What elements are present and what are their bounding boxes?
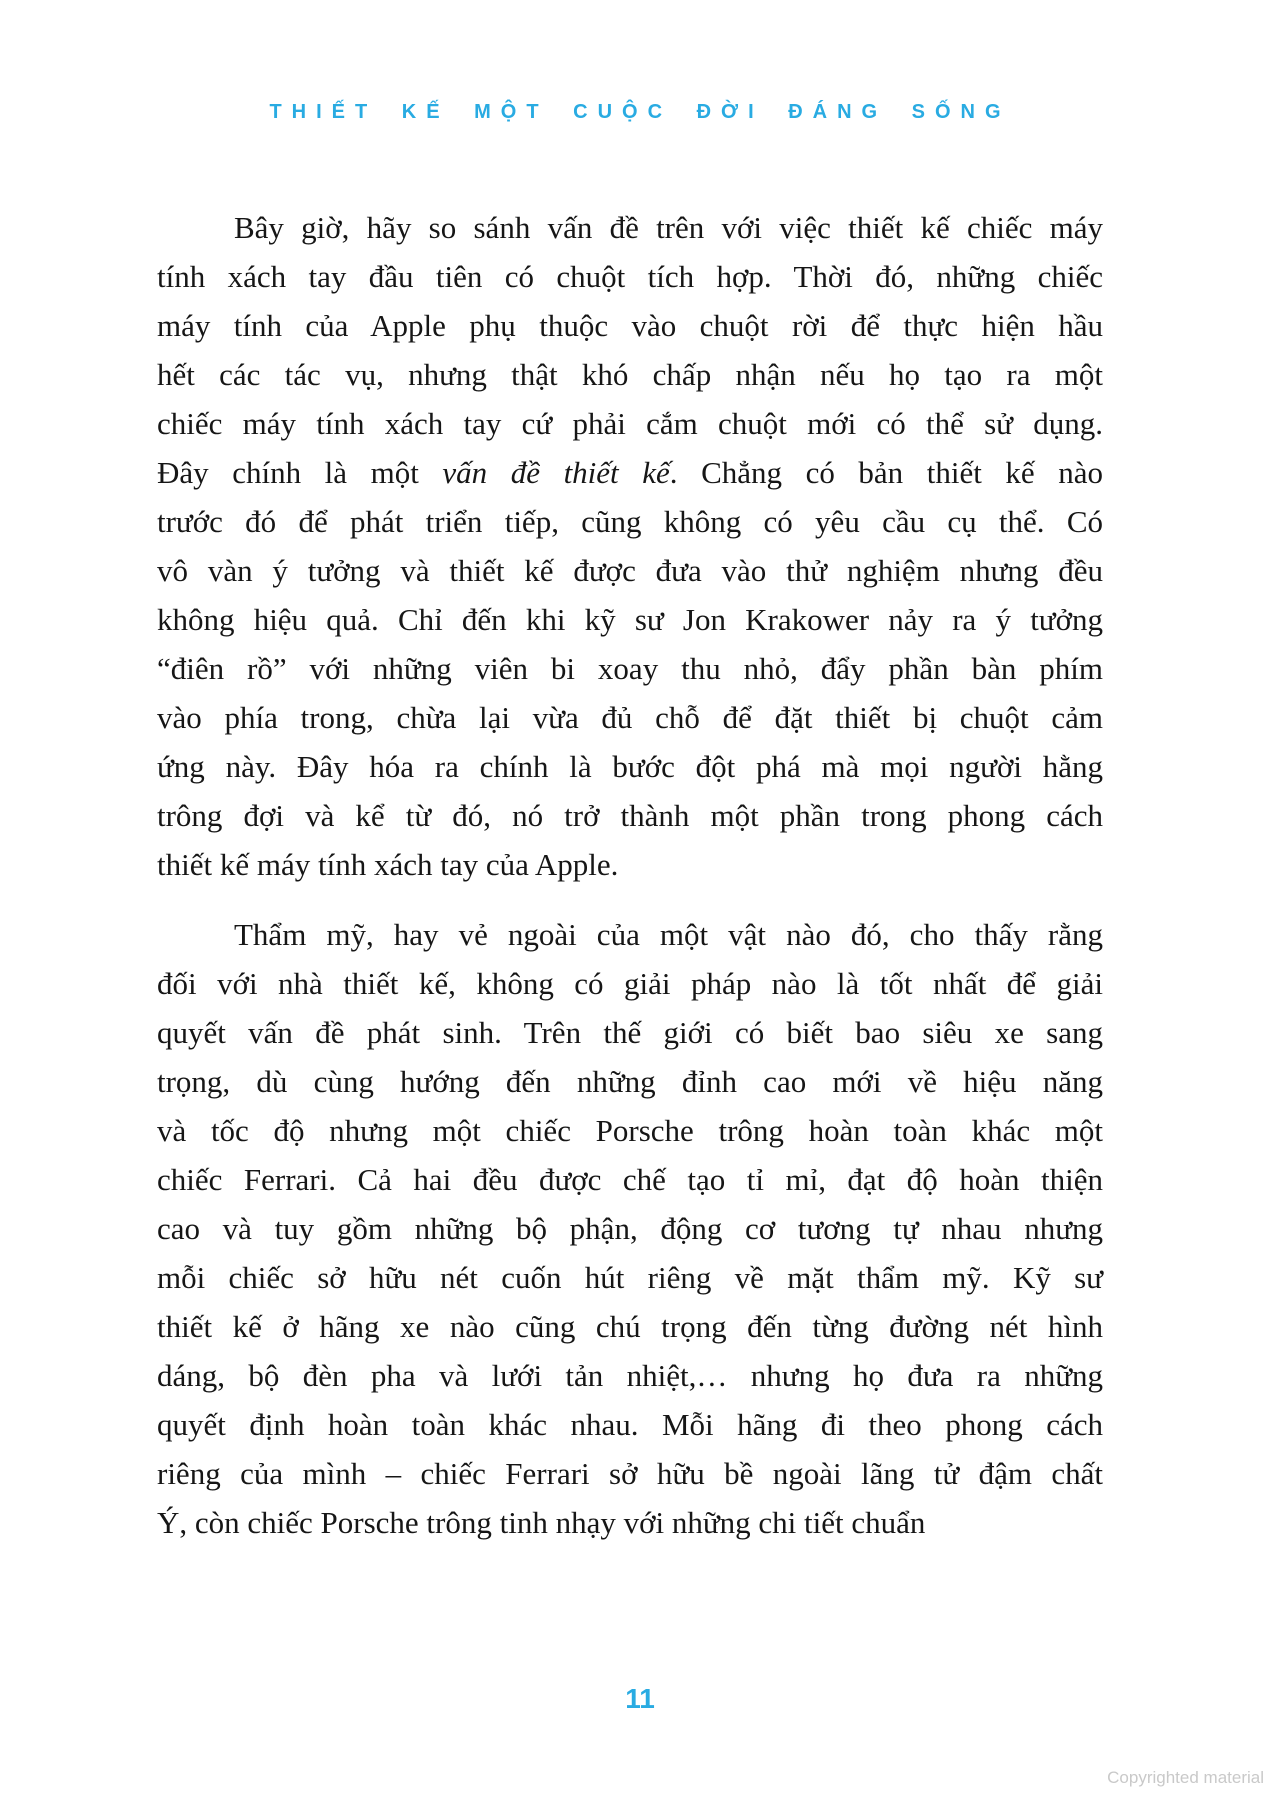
- text-line: [157, 301, 1103, 350]
- text-line: [157, 840, 1103, 889]
- text-segment: “điên rồ” với những viên bi xoay thu nhỏ, đẩy phần bàn phím: [157, 651, 1103, 686]
- text-segment: Thẩm mỹ, hay vẻ ngoài của một vật nào đó, cho thấy rằng: [234, 917, 1103, 952]
- text-line: [157, 959, 1103, 1008]
- text-line: [157, 644, 1103, 693]
- text-line: [157, 1400, 1103, 1449]
- text-segment: thiết kế máy tính xách tay của Apple.: [157, 847, 619, 882]
- text-line: [157, 1302, 1103, 1351]
- text-segment: hết các tác vụ, nhưng thật khó chấp nhận nếu họ tạo ra một: [157, 357, 1103, 392]
- text-segment: Bây giờ, hãy so sánh vấn đề trên với việc thiết kế chiếc máy: [234, 210, 1103, 245]
- text-line: [157, 1008, 1103, 1057]
- paragraph: [157, 203, 1103, 889]
- italic-text-segment: vấn đề thiết kế: [442, 455, 670, 490]
- body-text: [157, 203, 1103, 1547]
- text-line: [157, 1449, 1103, 1498]
- text-segment: tính xách tay đầu tiên có chuột tích hợp. Thời đó, những chiếc: [157, 259, 1103, 294]
- text-line: [157, 1253, 1103, 1302]
- text-segment: vào phía trong, chừa lại vừa đủ chỗ để đặt thiết bị chuột cảm: [157, 700, 1103, 735]
- text-segment: không hiệu quả. Chỉ đến khi kỹ sư Jon Krakower nảy ra ý tưởng: [157, 602, 1103, 637]
- text-segment: máy tính của Apple phụ thuộc vào chuột rời để thực hiện hầu: [157, 308, 1103, 343]
- text-segment: đối với nhà thiết kế, không có giải pháp nào là tốt nhất để giải: [157, 966, 1103, 1001]
- text-line: [157, 1106, 1103, 1155]
- copyright-watermark: Copyrighted material: [1107, 1768, 1264, 1787]
- text-segment: trọng, dù cùng hướng đến những đỉnh cao mới về hiệu năng: [157, 1064, 1103, 1099]
- running-header: THIẾT KẾ MỘT CUỘC ĐỜI ĐÁNG SỐNG: [269, 101, 1011, 123]
- text-line: [157, 910, 1103, 959]
- text-segment: trước đó để phát triển tiếp, cũng không có yêu cầu cụ thể. Có: [157, 504, 1103, 539]
- text-line: [157, 350, 1103, 399]
- text-line: [157, 546, 1103, 595]
- text-segment: vô vàn ý tưởng và thiết kế được đưa vào thử nghiệm nhưng đều: [157, 553, 1103, 588]
- text-segment: chiếc Ferrari. Cả hai đều được chế tạo tỉ mỉ, đạt độ hoàn thiện: [157, 1162, 1103, 1197]
- text-line: [157, 1498, 1103, 1547]
- text-segment: thiết kế ở hãng xe nào cũng chú trọng đến từng đường nét hình: [157, 1309, 1103, 1344]
- text-segment: ứng này. Đây hóa ra chính là bước đột phá mà mọi người hằng: [157, 749, 1103, 784]
- text-line: [157, 252, 1103, 301]
- text-line: [157, 1057, 1103, 1106]
- text-segment: và tốc độ nhưng một chiếc Porsche trông hoàn toàn khác một: [157, 1113, 1103, 1148]
- text-line: [157, 1204, 1103, 1253]
- paragraph: [157, 910, 1103, 1547]
- text-segment: riêng của mình – chiếc Ferrari sở hữu bề ngoài lãng tử đậm chất: [157, 1456, 1103, 1491]
- text-segment: mỗi chiếc sở hữu nét cuốn hút riêng về mặt thẩm mỹ. Kỹ sư: [157, 1260, 1103, 1295]
- text-segment: . Chẳng có bản thiết kế nào: [669, 455, 1104, 490]
- text-line: [157, 448, 1103, 497]
- text-line: [157, 693, 1103, 742]
- text-segment: quyết vấn đề phát sinh. Trên thế giới có biết bao siêu xe sang: [157, 1015, 1103, 1050]
- text-line: [157, 1155, 1103, 1204]
- text-segment: Ý, còn chiếc Porsche trông tinh nhạy với những chi tiết chuẩn: [157, 1505, 926, 1540]
- text-segment: Đây chính là một: [157, 455, 443, 490]
- text-line: [157, 399, 1103, 448]
- text-segment: chiếc máy tính xách tay cứ phải cắm chuột mới có thể sử dụng.: [157, 406, 1103, 441]
- text-line: [157, 497, 1103, 546]
- text-line: [157, 1351, 1103, 1400]
- text-line: [157, 742, 1103, 791]
- text-line: [157, 203, 1103, 252]
- text-segment: cao và tuy gồm những bộ phận, động cơ tương tự nhau nhưng: [157, 1211, 1103, 1246]
- text-segment: quyết định hoàn toàn khác nhau. Mỗi hãng đi theo phong cách: [157, 1407, 1103, 1442]
- text-segment: trông đợi và kể từ đó, nó trở thành một phần trong phong cách: [157, 798, 1103, 833]
- page-number: 11: [625, 1683, 655, 1714]
- text-line: [157, 791, 1103, 840]
- text-line: [157, 595, 1103, 644]
- text-segment: dáng, bộ đèn pha và lưới tản nhiệt,… nhưng họ đưa ra những: [157, 1358, 1103, 1393]
